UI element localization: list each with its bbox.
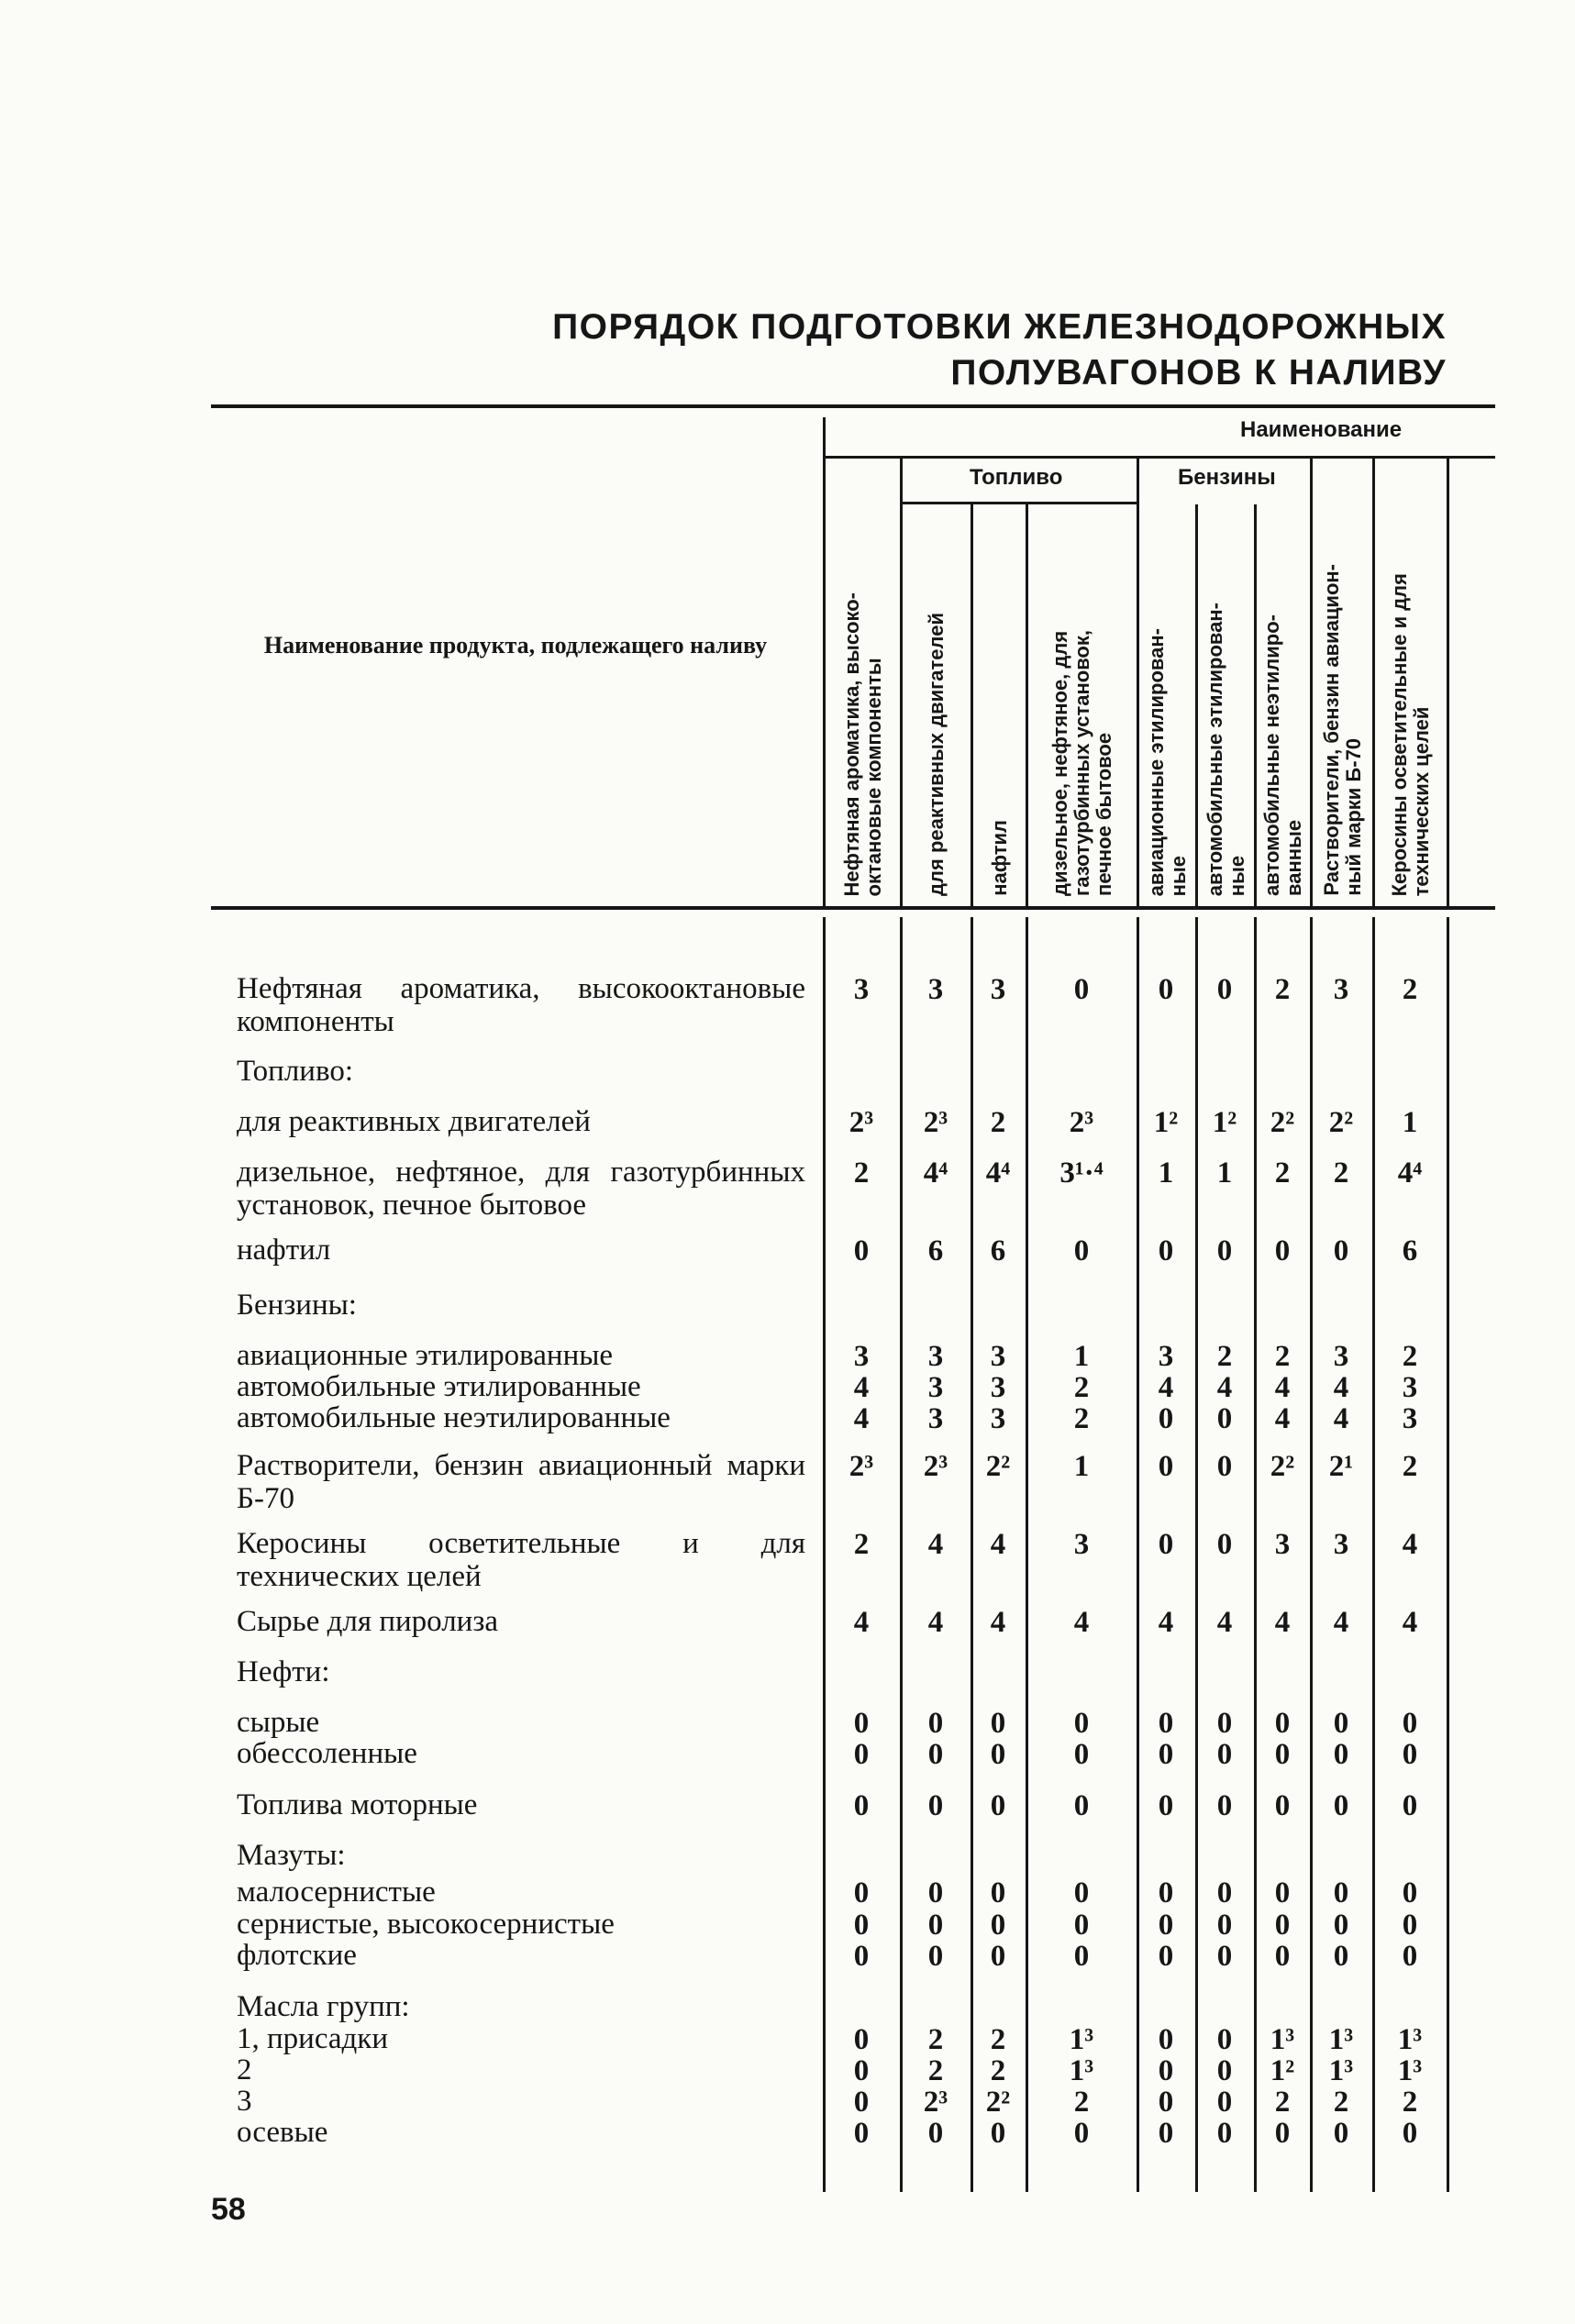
table-cell: 1² [1212, 1106, 1237, 1139]
toplivo-group-rule [900, 502, 1137, 504]
table-cell: 0 [1274, 1789, 1291, 1822]
table-cell: 0 [1274, 1738, 1291, 1771]
table-cell: 0 [1216, 1738, 1233, 1771]
table-cell: 0 [1216, 2117, 1233, 2150]
row-label: Мазуты: [237, 1839, 346, 1872]
table-cell: 0 [1274, 1234, 1291, 1267]
table-cell: 0 [1158, 1528, 1174, 1561]
table-cell: 0 [1216, 2086, 1233, 2119]
table-cell: 0 [1158, 1789, 1174, 1822]
table-cell: 0 [1158, 973, 1174, 1006]
table-cell: 0 [990, 2117, 1006, 2150]
table-cell: 0 [853, 2054, 870, 2087]
group-header-benziny: Бензины [1178, 465, 1276, 490]
table-cell: 4 [1333, 1402, 1349, 1435]
table-cell: 4 [1216, 1371, 1233, 1404]
table-cell: 0 [1073, 1738, 1090, 1771]
row-header: Наименование продукта, подлежащего наливу [263, 632, 768, 658]
body-sep-8 [1372, 917, 1375, 2192]
row-label: Сырье для пиролиза [237, 1605, 499, 1638]
table-cell: 2 [853, 1528, 870, 1561]
row-label: Бензины: [237, 1289, 357, 1322]
table-cell: 0 [990, 1940, 1006, 1973]
table-cell: 2 [990, 1106, 1006, 1139]
table-cell: 2 [1402, 1340, 1418, 1373]
table-cell: 0 [1333, 1909, 1349, 1942]
table-cell: 2 [1274, 1156, 1291, 1190]
col-header-3: дизельное, нефтяное, для газотурбинных установок, печное бытовое [1048, 630, 1115, 896]
table-cell: 0 [1216, 1450, 1233, 1483]
col-header-2: нафтил [987, 820, 1011, 896]
table-cell: 0 [853, 1707, 870, 1740]
col-header-1: для реактивных двигателей [925, 613, 948, 896]
table-cell: 0 [853, 1234, 870, 1267]
table-cell: 4 [990, 1606, 1006, 1639]
table-cell: 4⁴ [985, 1156, 1011, 1190]
table-cell: 0 [853, 1940, 870, 1973]
body-sep-0 [823, 917, 826, 2192]
table-cell: 2 [1274, 2086, 1291, 2119]
table-cell: 1 [1402, 1106, 1418, 1139]
table-cell: 3 [990, 973, 1006, 1006]
table-cell: 0 [1216, 1876, 1233, 1909]
table-cell: 4 [927, 1606, 944, 1639]
table-cell: 3 [1073, 1528, 1090, 1561]
table-cell: 0 [927, 1940, 944, 1973]
table-cell: 4 [853, 1371, 870, 1404]
table-cell: 0 [1402, 1707, 1418, 1740]
row-label: Топлива моторные [237, 1788, 478, 1821]
table-cell: 4 [1274, 1606, 1291, 1639]
table-cell: 0 [1216, 1528, 1233, 1561]
table-cell: 0 [1402, 2117, 1418, 2150]
table-cell: 3 [853, 973, 870, 1006]
table-cell: 2 [1073, 1402, 1090, 1435]
table-cell: 0 [1333, 1234, 1349, 1267]
header-bottom-rule [211, 906, 1495, 910]
row-label: автомобильные неэтилированные [237, 1401, 671, 1434]
table-cell: 0 [1274, 1876, 1291, 1909]
table-cell: 0 [1274, 1940, 1291, 1973]
table-cell: 1³ [1270, 2023, 1295, 2056]
table-cell: 3 [1333, 1340, 1349, 1373]
table-cell: 2² [1270, 1450, 1295, 1483]
table-cell: 1³ [1328, 2023, 1354, 2056]
table-cell: 0 [1158, 1940, 1174, 1973]
table-cell: 2² [1328, 1106, 1354, 1139]
group-header-toplivo: Топливо [970, 465, 1063, 490]
table-cell: 0 [1216, 1940, 1233, 1973]
table-cell: 2 [1274, 973, 1291, 1006]
table-cell: 1³ [1397, 2023, 1423, 2056]
table-cell: 1 [1073, 1340, 1090, 1373]
table-cell: 0 [927, 1909, 944, 1942]
row-label: обессоленные [237, 1737, 417, 1770]
table-cell: 0 [1158, 1909, 1174, 1942]
table-cell: 0 [1073, 1234, 1090, 1267]
table-top-rule [211, 404, 1495, 408]
table-cell: 0 [1158, 2023, 1174, 2056]
table-cell: 3 [927, 973, 944, 1006]
row-label: флотские [237, 1939, 357, 1972]
col-header-4: авиационные этилирован- ные [1144, 627, 1190, 896]
table-cell: 2 [1216, 1340, 1233, 1373]
table-cell: 0 [1158, 2086, 1174, 2119]
table-cell: 0 [853, 1876, 870, 1909]
body-sep-3 [1026, 917, 1028, 2192]
table-cell: 0 [1158, 1402, 1174, 1435]
table-cell: 2² [1270, 1106, 1295, 1139]
table-cell: 1³ [1397, 2054, 1423, 2087]
table-cell: 0 [1073, 1707, 1090, 1740]
row-label: автомобильные этилированные [237, 1370, 641, 1403]
col-sep-9 [1447, 459, 1449, 908]
table-cell: 0 [1402, 1789, 1418, 1822]
table-cell: 6 [990, 1234, 1006, 1267]
table-cell: 0 [1216, 1707, 1233, 1740]
table-cell: 0 [1333, 1876, 1349, 1909]
table-cell: 4 [927, 1528, 944, 1561]
table-cell: 4 [1333, 1606, 1349, 1639]
table-cell: 4 [990, 1528, 1006, 1561]
body-sep-7 [1310, 917, 1313, 2192]
table-cell: 2³ [849, 1106, 874, 1139]
table-cell: 2 [1402, 1450, 1418, 1483]
row-label: дизельное, нефтяное, для газотурбинных установок, печное бытовое [237, 1156, 805, 1222]
table-cell: 2 [927, 2054, 944, 2087]
table-cell: 2³ [849, 1450, 874, 1483]
table-cell: 0 [1073, 1789, 1090, 1822]
table-cell: 0 [1333, 1707, 1349, 1740]
col-header-5: автомобильные этилирован- ные [1203, 602, 1248, 896]
table-cell: 4 [1274, 1371, 1291, 1404]
table-cell: 0 [1158, 2054, 1174, 2087]
table-cell: 0 [1333, 2117, 1349, 2150]
row-label: 1, присадки [237, 2022, 388, 2055]
table-cell: 2 [853, 1156, 870, 1190]
table-cell: 4 [1073, 1606, 1090, 1639]
table-cell: 2¹ [1328, 1450, 1354, 1483]
table-cell: 0 [927, 1789, 944, 1822]
table-cell: 2 [1333, 2086, 1349, 2119]
table-cell: 3 [1402, 1371, 1418, 1404]
row-label: для реактивных двигателей [237, 1105, 591, 1138]
table-cell: 0 [1333, 1738, 1349, 1771]
body-sep-9 [1447, 917, 1449, 2192]
table-cell: 0 [927, 1876, 944, 1909]
row-label: осевые [237, 2116, 328, 2149]
row-label: 2 [237, 2053, 252, 2086]
table-cell: 2³ [923, 2086, 948, 2119]
table-cell: 1² [1270, 2054, 1295, 2087]
table-cell: 3 [927, 1402, 944, 1435]
page-title [552, 304, 1447, 396]
table-cell: 0 [1073, 1909, 1090, 1942]
table-cell: 4 [1402, 1528, 1418, 1561]
body-sep-1 [900, 917, 903, 2192]
col-header-0: Нефтяная ароматика, высоко- октановые компоненты [839, 592, 885, 896]
title-line-2: ПОЛУВАГОНОВ К НАЛИВУ [950, 353, 1447, 393]
row-label: сернистые, высокосернистые [237, 1908, 615, 1941]
table-cell: 0 [1158, 1234, 1174, 1267]
title-line-1: ПОРЯДОК ПОДГОТОВКИ ЖЕЛЕЗНОДОРОЖНЫХ [552, 307, 1447, 347]
table-cell: 0 [853, 2023, 870, 2056]
table-cell: 0 [1216, 1789, 1233, 1822]
table-cell: 3 [853, 1340, 870, 1373]
table-cell: 2 [990, 2054, 1006, 2087]
table-cell: 4 [1402, 1606, 1418, 1639]
table-cell: 0 [1333, 1789, 1349, 1822]
table-cell: 1³ [1328, 2054, 1354, 2087]
table-cell: 3 [990, 1340, 1006, 1373]
table-cell: 2 [1274, 1340, 1291, 1373]
table-cell: 4 [1158, 1371, 1174, 1404]
col-header-8: Керосины осветительные и для технических целей [1388, 572, 1433, 896]
table-cell: 0 [1274, 1909, 1291, 1942]
table-cell: 0 [990, 1738, 1006, 1771]
table-cell: 2 [1333, 1156, 1349, 1190]
table-cell: 1 [1216, 1156, 1233, 1190]
table-cell: 0 [1216, 2023, 1233, 2056]
table-cell: 3 [990, 1371, 1006, 1404]
table-cell: 0 [1073, 1940, 1090, 1973]
table-cell: 1³ [1069, 2054, 1094, 2087]
table-cell: 0 [927, 1738, 944, 1771]
row-label: Нефтяная ароматика, высокооктановые компоненты [237, 972, 805, 1038]
table-cell: 3¹·⁴ [1059, 1156, 1104, 1190]
table-cell: 2 [1073, 2086, 1090, 2119]
table-cell: 3 [1158, 1340, 1174, 1373]
table-cell: 4 [1333, 1371, 1349, 1404]
table-cell: 0 [1274, 2117, 1291, 2150]
table-cell: 3 [1274, 1528, 1291, 1561]
table-cell: 0 [1158, 2117, 1174, 2150]
table-cell: 2 [1402, 2086, 1418, 2119]
table-cell: 4⁴ [923, 1156, 948, 1190]
table-cell: 0 [1158, 1876, 1174, 1909]
table-cell: 0 [1402, 1738, 1418, 1771]
col-header-7: Растворители, бензин авиацион- ный марки Б-70 [1319, 564, 1365, 896]
row-label: Растворители, бензин авиационный марки Б-70 [237, 1449, 805, 1515]
table-cell: 1³ [1069, 2023, 1094, 2056]
page-number: 58 [211, 2192, 246, 2227]
table-cell: 0 [853, 1909, 870, 1942]
table-cell: 0 [1073, 2117, 1090, 2150]
row-label: авиационные этилированные [237, 1339, 614, 1372]
table-cell: 0 [1402, 1909, 1418, 1942]
table-cell: 0 [927, 1707, 944, 1740]
table-cell: 3 [1402, 1402, 1418, 1435]
table-cell: 4 [853, 1606, 870, 1639]
table-cell: 2² [985, 2086, 1011, 2119]
table-cell: 3 [927, 1340, 944, 1373]
table-cell: 0 [1216, 973, 1233, 1006]
table-cell: 0 [990, 1909, 1006, 1942]
table-cell: 0 [853, 2117, 870, 2150]
table-cell: 2² [985, 1450, 1011, 1483]
table-cell: 0 [990, 1876, 1006, 1909]
table-cell: 6 [1402, 1234, 1418, 1267]
table-cell: 1 [1158, 1156, 1174, 1190]
table-cell: 3 [990, 1402, 1006, 1435]
table-cell: 1 [1073, 1450, 1090, 1483]
table-cell: 0 [927, 2117, 944, 2150]
table-cell: 3 [927, 1371, 944, 1404]
row-label: сырые [237, 1706, 320, 1739]
table-cell: 0 [1216, 1909, 1233, 1942]
table-cell: 3 [1333, 1528, 1349, 1561]
table-cell: 0 [1216, 1402, 1233, 1435]
row-label: малосернистые [237, 1876, 436, 1909]
table-cell: 6 [927, 1234, 944, 1267]
table-cell: 2 [1402, 973, 1418, 1006]
table-cell: 4 [1158, 1606, 1174, 1639]
table-cell: 2 [1073, 1371, 1090, 1404]
table-cell: 0 [1216, 2054, 1233, 2087]
table-cell: 0 [1158, 1707, 1174, 1740]
row-label: Керосины осветительные и для технических целей [237, 1527, 805, 1593]
table-cell: 0 [1158, 1450, 1174, 1483]
row-label: нафтил [237, 1234, 331, 1267]
table-cell: 0 [1274, 1707, 1291, 1740]
table-cell: 3 [1333, 973, 1349, 1006]
table-cell: 0 [1402, 1940, 1418, 1973]
table-cell: 0 [1402, 1876, 1418, 1909]
table-cell: 4 [1274, 1402, 1291, 1435]
table-cell: 0 [1158, 1738, 1174, 1771]
table-cell: 0 [1333, 1940, 1349, 1973]
table-cell: 2 [990, 2023, 1006, 2056]
row-label: Нефти: [237, 1655, 330, 1688]
col-header-6: автомобильные неэтилиро- ванные [1260, 614, 1305, 896]
row-label: Масла групп: [237, 1990, 410, 2023]
table-cell: 4⁴ [1397, 1156, 1423, 1190]
table-cell: 2 [927, 2023, 944, 2056]
table-cell: 0 [1073, 973, 1090, 1006]
group-header-naimenovanie: Наименование [1240, 417, 1403, 442]
table-cell: 0 [990, 1789, 1006, 1822]
table-cell: 0 [990, 1707, 1006, 1740]
table-cell: 0 [853, 1789, 870, 1822]
table-cell: 0 [853, 1738, 870, 1771]
table-cell: 2³ [923, 1106, 948, 1139]
table-cell: 2³ [923, 1450, 948, 1483]
table-cell: 1² [1153, 1106, 1179, 1139]
table-cell: 4 [1216, 1606, 1233, 1639]
table-cell: 4 [853, 1402, 870, 1435]
table-cell: 0 [1073, 1876, 1090, 1909]
row-label: 3 [237, 2085, 252, 2118]
header-subgroup-rule [823, 456, 1495, 459]
table-cell: 0 [853, 2086, 870, 2119]
table-cell: 2³ [1069, 1106, 1094, 1139]
row-label: Топливо: [237, 1055, 353, 1088]
table-cell: 0 [1216, 1234, 1233, 1267]
